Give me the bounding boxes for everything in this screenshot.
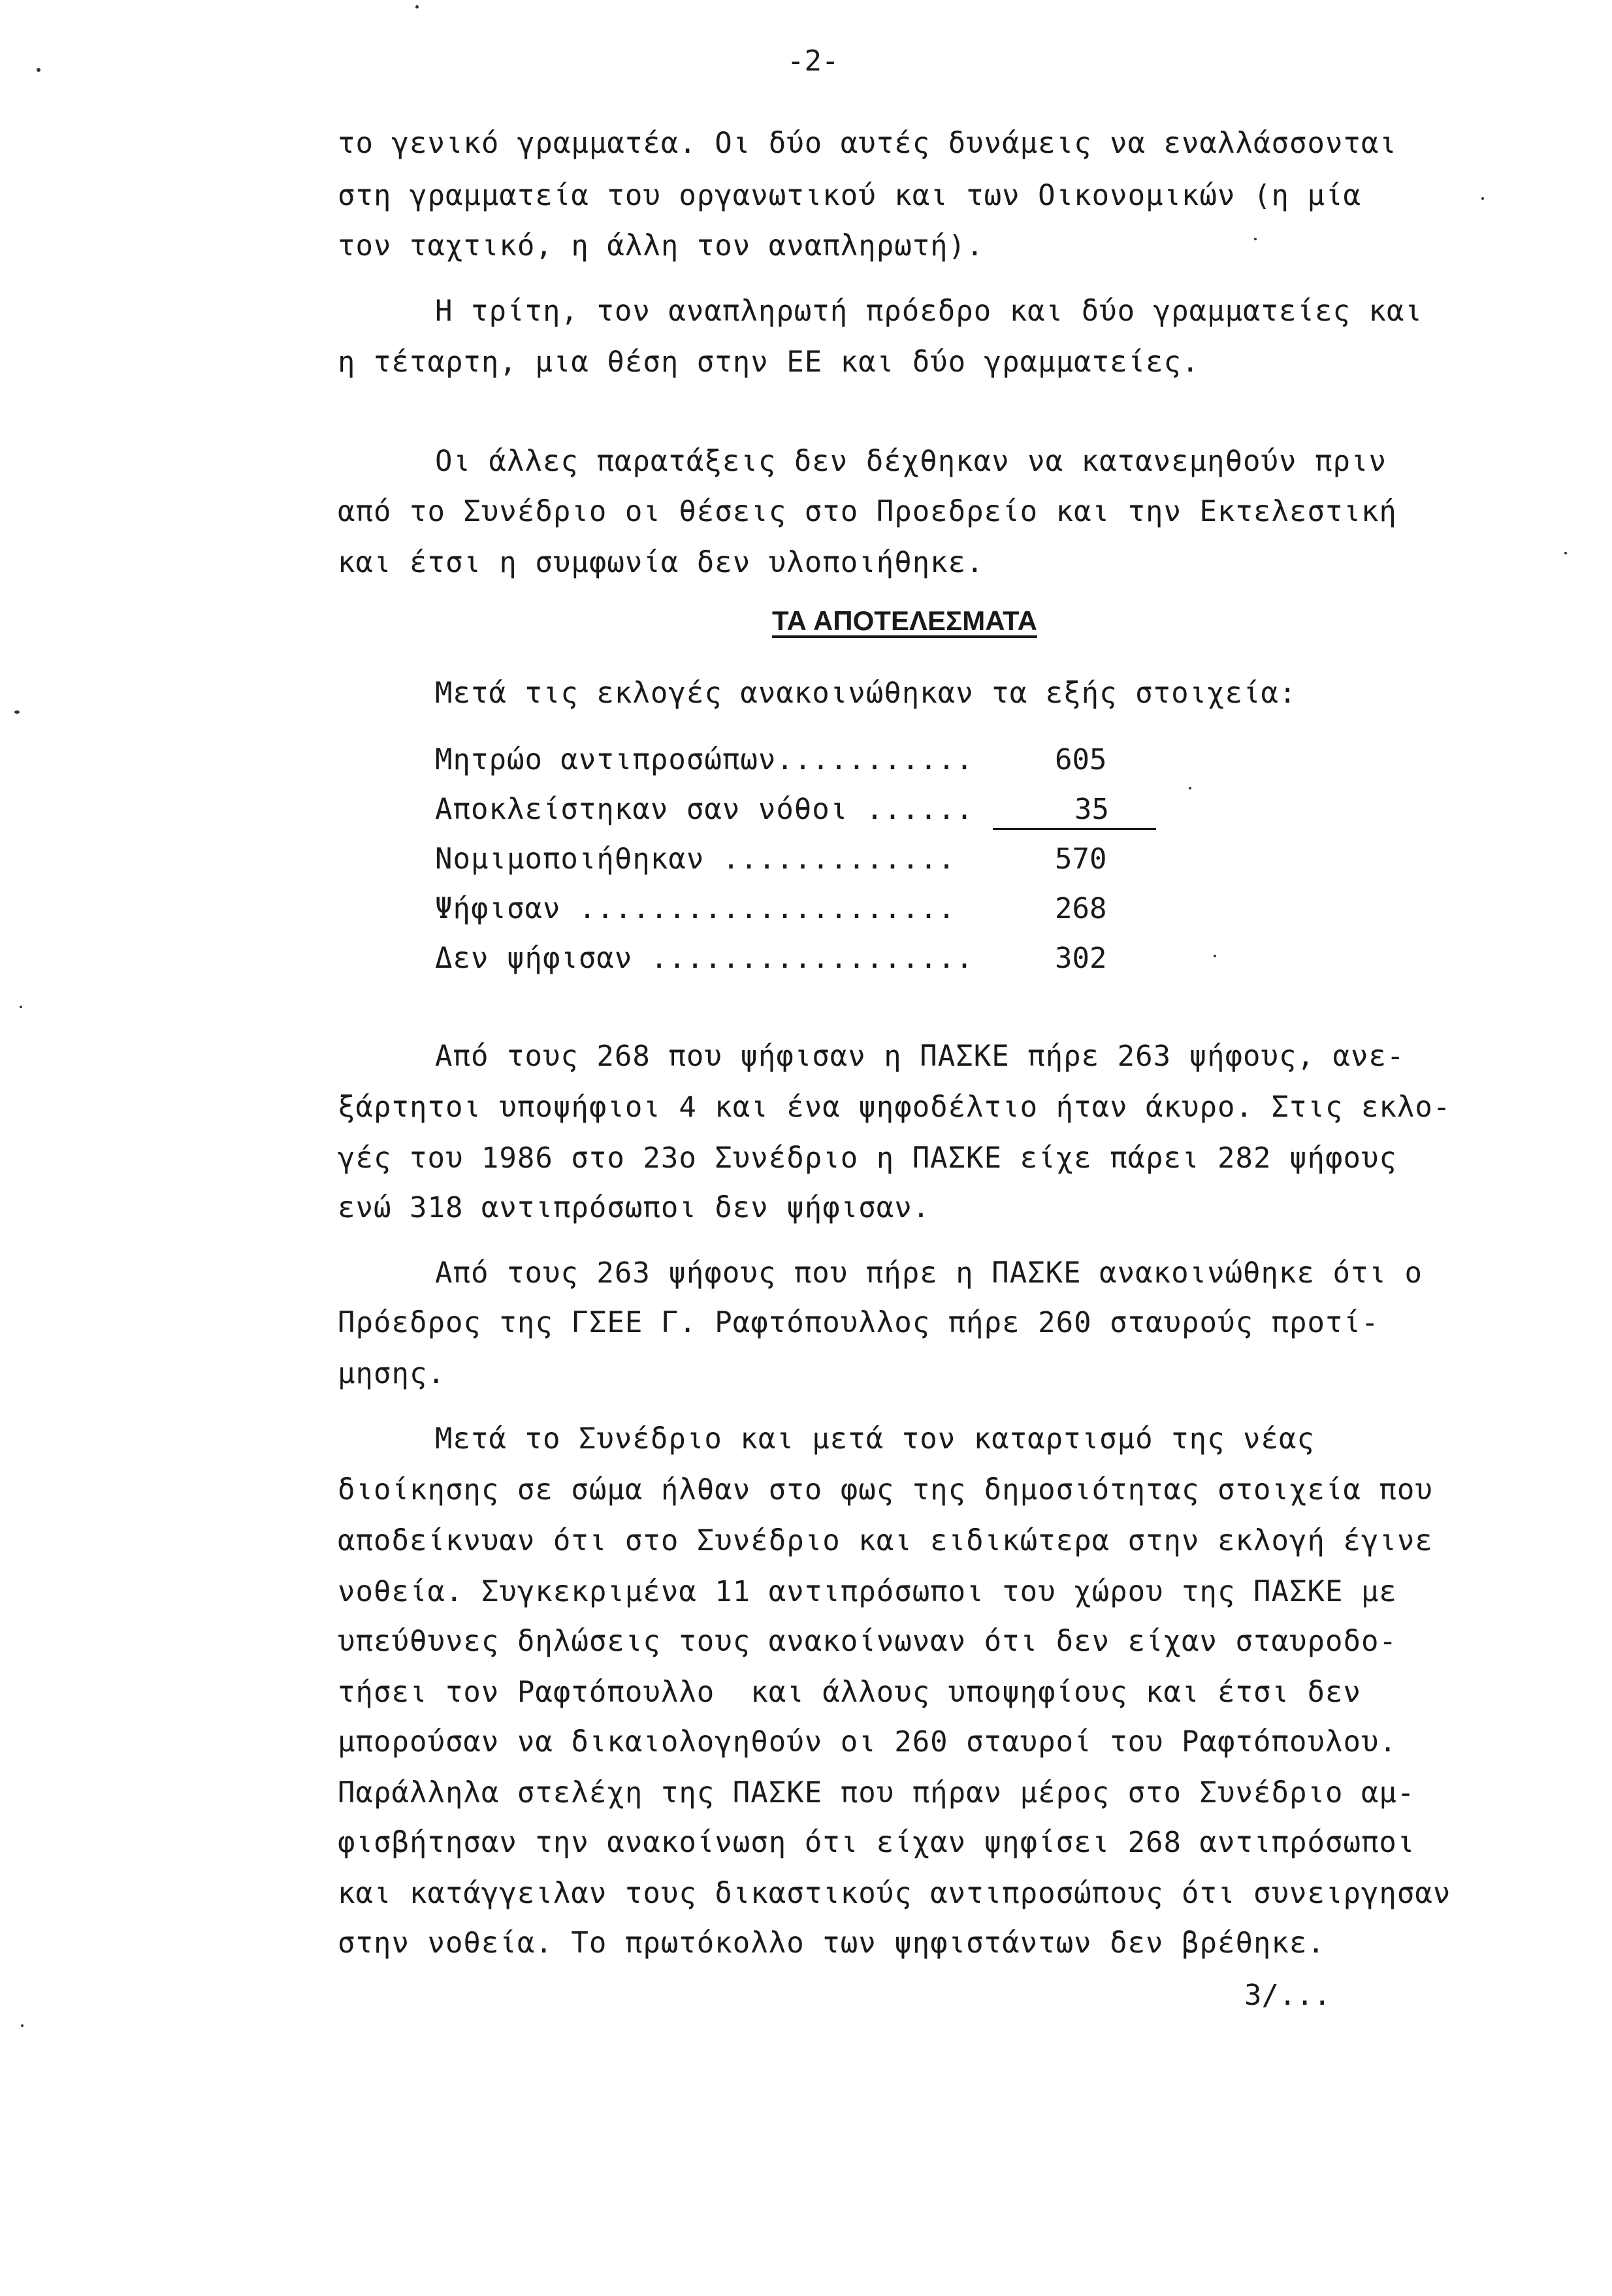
- result-value: 268: [1055, 892, 1107, 925]
- paragraph-line: μπορούσαν να δικαιολογηθούν οι 260 σταυροί του Ραφτόπουλου.: [338, 1725, 1397, 1759]
- result-label: Δεν ψήφισαν ..................: [435, 942, 974, 975]
- paragraph-line: Οι άλλες παρατάξεις δεν δέχθηκαν να κατανεμηθούν πριν: [435, 445, 1387, 478]
- paragraph-line: Από τους 263 ψήφους που πήρε η ΠΑΣΚΕ ανακοινώθηκε ότι ο: [435, 1256, 1423, 1290]
- underline-rule: [993, 828, 1156, 830]
- paragraph-line: ξάρτητοι υποψήφιοι 4 και ένα ψηφοδέλτιο ήταν άκυρο. Στις εκλο-: [338, 1091, 1451, 1124]
- result-label: Ψήφισαν .....................: [435, 892, 956, 925]
- paragraph-line: τον ταχτικό, η άλλη τον αναπληρωτή).: [338, 229, 984, 263]
- paragraph-line: στην νοθεία. Το πρωτόκολλο των ψηφιστάντων δεν βρέθηκε.: [338, 1926, 1325, 1960]
- page-number: -2-: [787, 44, 839, 78]
- result-label: Μητρώο αντιπροσώπων...........: [435, 743, 974, 776]
- paragraph-line: Η τρίτη, τον αναπληρωτή πρόεδρο και δύο γραμματείες και: [435, 295, 1423, 328]
- paragraph-line: και έτσι η συμφωνία δεν υλοποιήθηκε.: [338, 546, 984, 579]
- paragraph-line: φισβήτησαν την ανακοίνωση ότι είχαν ψηφίσει 268 αντιπρόσωποι: [338, 1826, 1415, 1859]
- result-label: Νομιμοποιήθηκαν .............: [435, 842, 956, 876]
- paragraph-line: γές του 1986 στο 23ο Συνέδριο η ΠΑΣΚΕ είχε πάρει 282 ψήφους: [338, 1141, 1397, 1175]
- result-value: 35: [1074, 793, 1109, 826]
- paragraph-line: τήσει τον Ραφτόπουλλο και άλλους υποψηφίους και έτσι δεν: [338, 1676, 1361, 1709]
- scan-speck: [1564, 552, 1567, 554]
- scan-speck: [21, 2024, 24, 2027]
- result-label: Αποκλείστηκαν σαν νόθοι ......: [435, 793, 974, 826]
- paragraph-line: από το Συνέδριο οι θέσεις στο Προεδρείο και την Εκτελεστική: [338, 495, 1397, 528]
- paragraph-line: Από τους 268 που ψήφισαν η ΠΑΣΚΕ πήρε 263 ψήφους, ανε-: [435, 1040, 1405, 1073]
- paragraph-line: στη γραμματεία του οργανωτικού και των Οικονομικών (η μία: [338, 179, 1361, 212]
- result-value: 605: [1055, 743, 1107, 776]
- paragraph-line: ενώ 318 αντιπρόσωποι δεν ψήφισαν.: [338, 1191, 931, 1224]
- paragraph-line: Μετά το Συνέδριο και μετά τον καταρτισμό της νέας: [435, 1422, 1315, 1456]
- scan-speck: [415, 5, 419, 8]
- paragraph-line: η τέταρτη, μια θέση στην ΕΕ και δύο γραμματείες.: [338, 345, 1200, 379]
- paragraph-line: αποδείκνυαν ότι στο Συνέδριο και ειδικώτερα στην εκλογή έγινε: [338, 1524, 1433, 1557]
- paragraph-line: υπεύθυνες δηλώσεις τους ανακοίνωναν ότι δεν είχαν σταυροδο-: [338, 1625, 1397, 1658]
- paragraph-line: Πρόεδρος της ΓΣΕΕ Γ. Ραφτόπουλλος πήρε 260 σταυρούς προτί-: [338, 1306, 1379, 1339]
- paragraph-line: διοίκησης σε σώμα ήλθαν στο φως της δημοσιότητας στοιχεία που: [338, 1473, 1433, 1507]
- scan-speck: [1214, 955, 1216, 957]
- result-value: 302: [1055, 942, 1107, 975]
- paragraph-line: και κατάγγειλαν τους δικαστικούς αντιπροσώπους ότι συνειργησαν: [338, 1877, 1451, 1910]
- result-value: 570: [1055, 842, 1107, 876]
- paragraph-line: το γενικό γραμματέα. Οι δύο αυτές δυνάμεις να εναλλάσσονται: [338, 127, 1397, 160]
- results-intro: Μετά τις εκλογές ανακοινώθηκαν τα εξής στοιχεία:: [435, 677, 1297, 710]
- continuation-marker: 3/...: [1244, 1979, 1331, 2012]
- section-heading: ΤΑ ΑΠΟΤΕΛΕΣΜΑΤΑ: [772, 605, 1037, 636]
- scan-speck: [14, 710, 20, 714]
- scan-speck: [20, 1006, 22, 1008]
- scan-speck: [1189, 787, 1191, 789]
- paragraph-line: Παράλληλα στελέχη της ΠΑΣΚΕ που πήραν μέρος στο Συνέδριο αμ-: [338, 1776, 1415, 1810]
- scan-speck: [37, 68, 40, 72]
- scan-speck: [1254, 238, 1257, 240]
- scan-speck: [1481, 197, 1484, 200]
- paragraph-line: νοθεία. Συγκεκριμένα 11 αντιπρόσωποι του χώρου της ΠΑΣΚΕ με: [338, 1575, 1397, 1608]
- paragraph-line: μησης.: [338, 1357, 445, 1390]
